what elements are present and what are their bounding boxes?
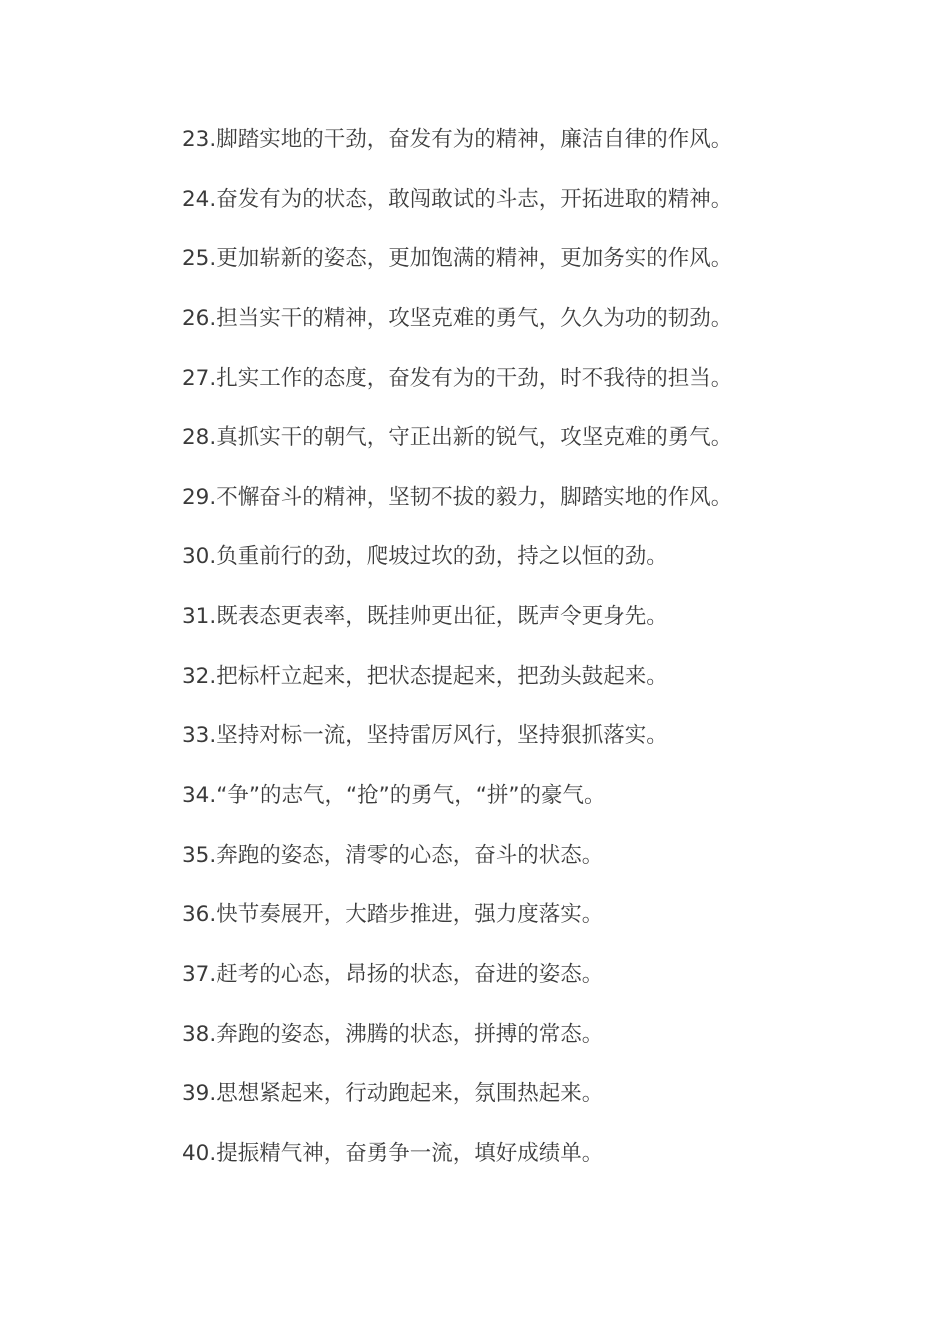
document-body (182, 124, 922, 1198)
list-item: 36.快节奏展开，大踏步推进，强力度落实。 (182, 902, 604, 928)
list-item: 35.奔跑的姿态，清零的心态，奋斗的状态。 (182, 842, 604, 868)
list-item: 27.扎实工作的态度，奋发有为的干劲，时不我待的担当。 (182, 365, 733, 391)
list-item: 26.担当实干的精神，攻坚克难的勇气，久久为功的韧劲。 (182, 305, 733, 331)
list-item: 30.负重前行的劲，爬坡过坎的劲，持之以恒的劲。 (182, 544, 668, 570)
list-item: 28.真抓实干的朝气，守正出新的锐气，攻坚克难的勇气。 (182, 425, 733, 451)
list-item: 33.坚持对标一流，坚持雷厉风行，坚持狠抓落实。 (182, 723, 668, 749)
list-item: 34.“争”的志气，“抢”的勇气，“拼”的豪气。 (182, 783, 606, 809)
list-item: 31.既表态更表率，既挂帅更出征，既声令更身先。 (182, 604, 668, 630)
list-item: 25.更加崭新的姿态，更加饱满的精神，更加务实的作风。 (182, 246, 733, 272)
list-item: 37.赶考的心态，昂扬的状态，奋进的姿态。 (182, 961, 604, 987)
list-item: 32.把标杆立起来，把状态提起来，把劲头鼓起来。 (182, 663, 668, 689)
list-item: 24.奋发有为的状态，敢闯敢试的斗志，开拓进取的精神。 (182, 186, 733, 212)
list-item: 40.提振精气神，奋勇争一流，填好成绩单。 (182, 1140, 604, 1166)
list-item: 38.奔跑的姿态，沸腾的状态，拼搏的常态。 (182, 1021, 604, 1047)
list-item: 39.思想紧起来，行动跑起来，氛围热起来。 (182, 1081, 604, 1107)
list-item: 29.不懈奋斗的精神，坚韧不拔的毅力，脚踏实地的作风。 (182, 484, 733, 510)
list-item: 23.脚踏实地的干劲，奋发有为的精神，廉洁自律的作风。 (182, 127, 733, 152)
